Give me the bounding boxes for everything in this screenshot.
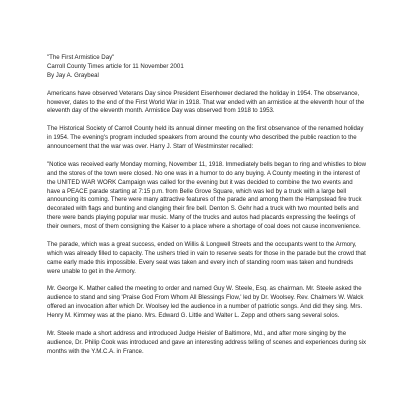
article-title: "The First Armistice Day" [47,54,115,61]
paragraph-historical-society: The Historical Society of Carroll County held its annual dinner meeting on the first observance of the renamed holiday in 1954. The evening's program included speakers from around the county who described the public reaction to the announcement that the war was over. Harry J. Starr of Westminster recalled: [47,125,364,151]
article-byline: By Jay A. Graybeal [47,71,99,79]
paragraph-veterans-day: Americans have observed Veterans Day since President Eisenhower declared the holiday in 1954. The observance, however, dates to the end of the First World War in 1918. That war ended with an armistice at the eleventh hour of the eleventh day of the eleventh month. Armistice Day was observed from 1918 to 1953. [47,89,365,115]
document-page [47,54,367,366]
article-source: Carroll County Times article for 11 November 2001 [47,62,184,70]
paragraph-addresses: Mr. Steele made a short address and introduced Judge Heisler of Baltimore, Md., and after more singing by the audience, Dr. Philip Cook was introduced and gave an interesting address telling of scenes and experiences during six months with the Y.M.C.A. in France. [47,330,367,355]
paragraph-parade-armory: The parade, which was a great success, ended on Willis & Longwell Streets and the occupants went to the Armory, which was already filled to capacity. The ushers tried in vain to reserve seats for those in the parade but the crowd that came early made this impossible. Every seat was taken and every inch of standing room was taken and hundreds were unable to get in the Armory. [47,240,366,275]
paragraph-meeting: Mr. George K. Mather called the meeting to order and named Guy W. Steele, Esq. as chairman. Mr. Steele asked the audience to stand and sing 'Praise God From Whom All Blessings Flow,' led by Dr. Woolsey. Rev. Chalmers W. Walck offered an invocation after which Dr. Woolsey led the audience in a number of patriotic songs. And did they sing. Mrs. Henry M. Kimmey was at the piano. Mrs. Edward G. Little and Walter L. Zepp and others sang several solos. [47,285,364,320]
header-spacer [47,81,367,90]
document-header [47,54,367,81]
paragraph-starr-quote: "Notice was received early Monday morning, November 11, 1918. Immediately bells began to ring and whistles to blow and the stores of the town were closed. No one was in a humor to do any buying. A County meeting in the interest of the UNITED WAR WORK Campaign was called for the evening but it was decided to combine the two events and have a PEACE parade starting at 7:15 p.m. from Belle Grove Square, which was led by a truck with a large bell announcing its coming. There were many attractive features of the parade and among them the Hampstead fire truck decorated with flags and bunting and clanging their fire bell. Denton S. Gehr had a truck with two mounted bells and there were bands playing popular war music. Many of the trucks and autos had placards expressing the feelings of their owners, most of them consigning the Kaiser to a place where a shortage of coal does not cause inconvenience. [47,160,367,231]
